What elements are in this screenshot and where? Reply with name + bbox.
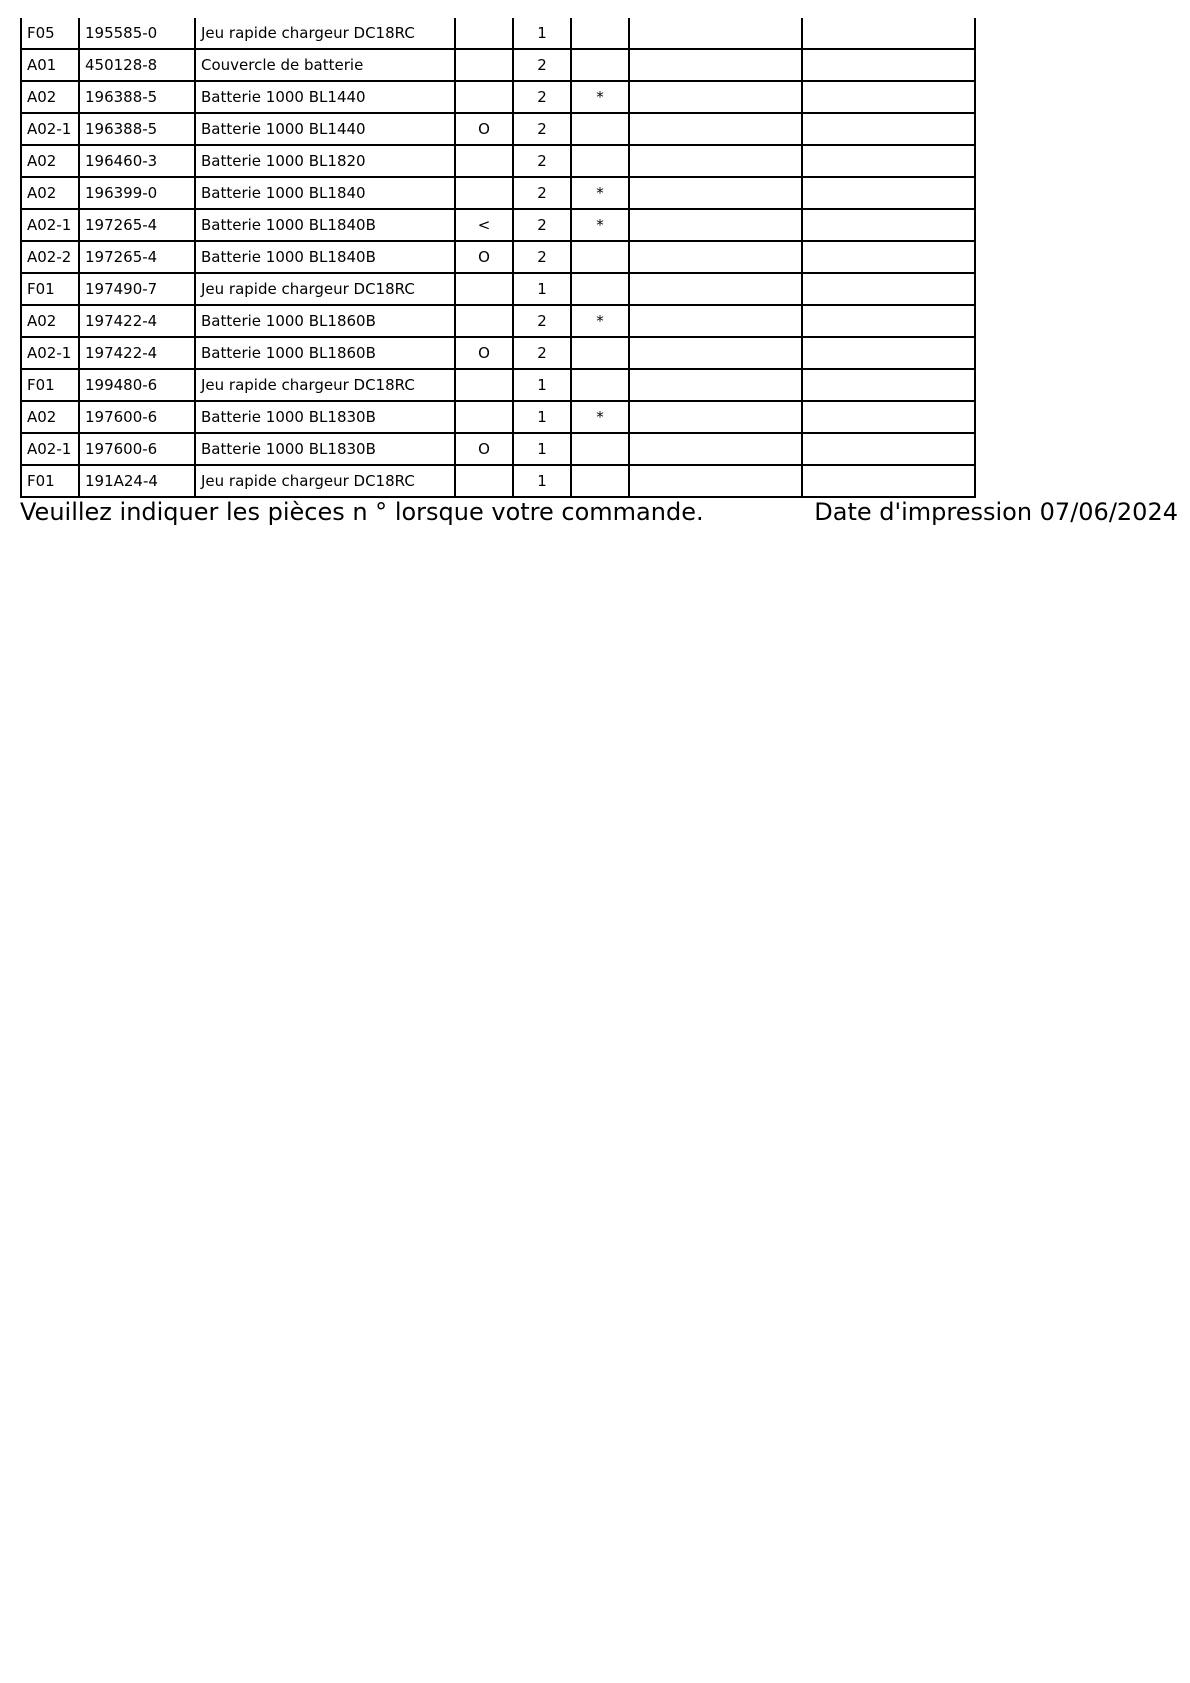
table-row <box>21 401 975 433</box>
cell-quantity: 2 <box>513 209 571 241</box>
cell-note <box>455 401 513 433</box>
cell-note <box>455 273 513 305</box>
cell-flag: * <box>571 177 629 209</box>
cell-quantity: 1 <box>513 401 571 433</box>
cell-quantity: 2 <box>513 337 571 369</box>
cell-blank-2 <box>802 113 975 145</box>
cell-note <box>455 49 513 81</box>
table-row <box>21 209 975 241</box>
table-row <box>21 273 975 305</box>
cell-quantity: 1 <box>513 465 571 497</box>
cell-quantity: 2 <box>513 305 571 337</box>
cell-flag <box>571 241 629 273</box>
cell-blank-2 <box>802 273 975 305</box>
cell-part-number: 197600-6 <box>79 401 195 433</box>
cell-description: Couvercle de batterie <box>195 49 455 81</box>
cell-blank-1 <box>629 241 802 273</box>
order-instruction-note: Veuillez indiquer les pièces n ° lorsque votre commande. <box>20 498 704 526</box>
cell-quantity: 1 <box>513 273 571 305</box>
cell-ref: A02-1 <box>21 113 79 145</box>
cell-blank-2 <box>802 209 975 241</box>
table-row <box>21 433 975 465</box>
cell-part-number: 197490-7 <box>79 273 195 305</box>
cell-blank-1 <box>629 305 802 337</box>
cell-quantity: 2 <box>513 49 571 81</box>
cell-blank-2 <box>802 241 975 273</box>
cell-part-number: 197265-4 <box>79 241 195 273</box>
cell-ref: A02-1 <box>21 209 79 241</box>
cell-blank-2 <box>802 177 975 209</box>
cell-description: Batterie 1000 BL1820 <box>195 145 455 177</box>
cell-flag: * <box>571 209 629 241</box>
cell-description: Batterie 1000 BL1440 <box>195 81 455 113</box>
cell-note: O <box>455 113 513 145</box>
cell-blank-2 <box>802 18 975 49</box>
cell-description: Batterie 1000 BL1440 <box>195 113 455 145</box>
table-row <box>21 337 975 369</box>
cell-note <box>455 465 513 497</box>
cell-flag <box>571 18 629 49</box>
cell-part-number: 199480-6 <box>79 369 195 401</box>
cell-note <box>455 145 513 177</box>
cell-description: Batterie 1000 BL1840 <box>195 177 455 209</box>
cell-part-number: 450128-8 <box>79 49 195 81</box>
cell-part-number: 195585-0 <box>79 18 195 49</box>
cell-blank-2 <box>802 401 975 433</box>
cell-quantity: 2 <box>513 145 571 177</box>
cell-quantity: 1 <box>513 369 571 401</box>
cell-description: Jeu rapide chargeur DC18RC <box>195 273 455 305</box>
cell-flag <box>571 49 629 81</box>
cell-ref: F01 <box>21 273 79 305</box>
cell-part-number: 196388-5 <box>79 81 195 113</box>
cell-blank-1 <box>629 465 802 497</box>
cell-ref: A01 <box>21 49 79 81</box>
cell-quantity: 1 <box>513 433 571 465</box>
cell-blank-1 <box>629 177 802 209</box>
cell-note <box>455 18 513 49</box>
cell-flag <box>571 113 629 145</box>
table-row <box>21 369 975 401</box>
cell-part-number: 196388-5 <box>79 113 195 145</box>
cell-quantity: 1 <box>513 18 571 49</box>
cell-note <box>455 177 513 209</box>
cell-blank-1 <box>629 145 802 177</box>
table-row <box>21 18 975 49</box>
cell-blank-2 <box>802 145 975 177</box>
cell-blank-2 <box>802 49 975 81</box>
cell-flag <box>571 433 629 465</box>
table-row <box>21 113 975 145</box>
cell-note <box>455 81 513 113</box>
cell-blank-1 <box>629 113 802 145</box>
cell-blank-2 <box>802 305 975 337</box>
cell-note: O <box>455 241 513 273</box>
cell-ref: A02 <box>21 177 79 209</box>
cell-blank-2 <box>802 81 975 113</box>
cell-description: Jeu rapide chargeur DC18RC <box>195 18 455 49</box>
cell-note: O <box>455 337 513 369</box>
cell-blank-1 <box>629 369 802 401</box>
cell-blank-2 <box>802 465 975 497</box>
cell-flag <box>571 369 629 401</box>
cell-ref: A02 <box>21 401 79 433</box>
cell-part-number: 197600-6 <box>79 433 195 465</box>
cell-blank-1 <box>629 49 802 81</box>
cell-blank-1 <box>629 81 802 113</box>
parts-table <box>20 18 976 498</box>
cell-ref: A02-2 <box>21 241 79 273</box>
cell-quantity: 2 <box>513 113 571 145</box>
table-row <box>21 241 975 273</box>
cell-ref: F01 <box>21 465 79 497</box>
cell-part-number: 196399-0 <box>79 177 195 209</box>
cell-quantity: 2 <box>513 241 571 273</box>
cell-description: Batterie 1000 BL1830B <box>195 433 455 465</box>
cell-description: Batterie 1000 BL1840B <box>195 241 455 273</box>
cell-description: Jeu rapide chargeur DC18RC <box>195 369 455 401</box>
cell-ref: A02 <box>21 145 79 177</box>
cell-description: Batterie 1000 BL1830B <box>195 401 455 433</box>
cell-part-number: 196460-3 <box>79 145 195 177</box>
cell-ref: F01 <box>21 369 79 401</box>
cell-flag: * <box>571 401 629 433</box>
cell-description: Jeu rapide chargeur DC18RC <box>195 465 455 497</box>
cell-ref: F05 <box>21 18 79 49</box>
cell-quantity: 2 <box>513 81 571 113</box>
cell-note <box>455 369 513 401</box>
cell-blank-2 <box>802 433 975 465</box>
cell-note <box>455 305 513 337</box>
table-row <box>21 465 975 497</box>
cell-blank-1 <box>629 337 802 369</box>
cell-blank-2 <box>802 369 975 401</box>
cell-description: Batterie 1000 BL1860B <box>195 305 455 337</box>
cell-description: Batterie 1000 BL1860B <box>195 337 455 369</box>
cell-blank-1 <box>629 273 802 305</box>
cell-part-number: 197265-4 <box>79 209 195 241</box>
cell-ref: A02-1 <box>21 337 79 369</box>
cell-blank-1 <box>629 209 802 241</box>
cell-flag <box>571 465 629 497</box>
cell-ref: A02-1 <box>21 433 79 465</box>
table-row <box>21 49 975 81</box>
cell-blank-1 <box>629 433 802 465</box>
print-date: Date d'impression 07/06/2024 <box>814 498 1178 526</box>
cell-quantity: 2 <box>513 177 571 209</box>
cell-flag <box>571 273 629 305</box>
cell-ref: A02 <box>21 305 79 337</box>
cell-blank-1 <box>629 401 802 433</box>
cell-description: Batterie 1000 BL1840B <box>195 209 455 241</box>
table-row <box>21 305 975 337</box>
cell-ref: A02 <box>21 81 79 113</box>
table-row <box>21 81 975 113</box>
parts-table-body <box>21 18 975 497</box>
table-row <box>21 145 975 177</box>
cell-flag: * <box>571 81 629 113</box>
cell-part-number: 197422-4 <box>79 305 195 337</box>
cell-note: < <box>455 209 513 241</box>
cell-note: O <box>455 433 513 465</box>
cell-part-number: 191A24-4 <box>79 465 195 497</box>
cell-blank-2 <box>802 337 975 369</box>
cell-flag: * <box>571 305 629 337</box>
table-row <box>21 177 975 209</box>
cell-flag <box>571 145 629 177</box>
cell-flag <box>571 337 629 369</box>
cell-blank-1 <box>629 18 802 49</box>
cell-part-number: 197422-4 <box>79 337 195 369</box>
